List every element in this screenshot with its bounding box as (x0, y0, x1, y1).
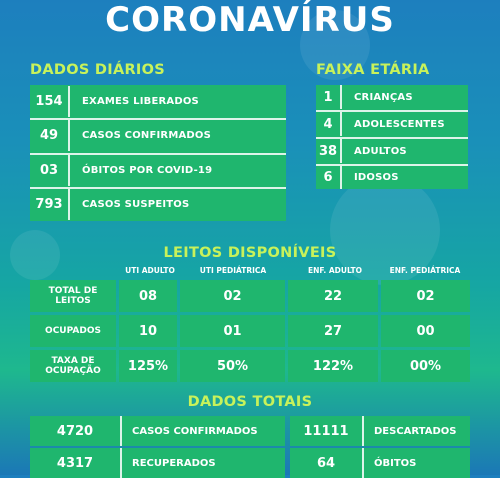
beds-row-label: OCUPADOS (30, 315, 116, 347)
daily-value: 793 (30, 189, 70, 220)
totals-row (30, 448, 285, 478)
beds-header: UTI ADULTO (125, 266, 175, 275)
beds-header: UTI PEDIÁTRICA (199, 266, 267, 275)
age-row (316, 166, 468, 189)
totals-label: RECUPERADOS (132, 457, 216, 469)
age-label: IDOSOS (354, 172, 399, 183)
beds-value: 01 (180, 315, 285, 347)
totals-row (30, 416, 285, 446)
table-row (30, 315, 470, 347)
beds-value: 50% (180, 350, 285, 382)
daily-value: 03 (30, 155, 70, 186)
beds-header: ENF. PEDIÁTRICA (389, 266, 461, 275)
beds-value: 22 (288, 280, 378, 312)
age-value: 4 (316, 112, 342, 136)
totals-label: ÓBITOS (374, 457, 417, 469)
daily-row (30, 120, 286, 151)
totals-label: CASOS CONFIRMADOS (132, 425, 258, 437)
beds-value: 02 (381, 280, 470, 312)
daily-value: 154 (30, 86, 70, 117)
daily-data-title: DADOS DIÁRIOS (30, 62, 165, 78)
age-value: 6 (316, 166, 342, 189)
page-title: CORONAVÍRUS (105, 0, 395, 40)
totals-title: DADOS TOTAIS (187, 394, 313, 410)
age-row (316, 112, 468, 136)
beds-value: 10 (119, 315, 177, 347)
totals-value: 11111 (290, 416, 364, 446)
daily-row (30, 155, 286, 186)
age-value: 38 (316, 139, 342, 163)
age-label: ADULTOS (354, 145, 407, 157)
age-value: 1 (316, 85, 342, 109)
daily-data-panel (30, 85, 286, 221)
totals-row (290, 416, 470, 446)
beds-header: ENF. ADULTO (307, 266, 363, 275)
table-row (30, 350, 470, 382)
beds-value: 125% (119, 350, 177, 382)
daily-label: CASOS CONFIRMADOS (82, 130, 212, 141)
beds-value: 02 (180, 280, 285, 312)
totals-value: 4317 (30, 448, 122, 478)
beds-value: 00% (381, 350, 470, 382)
beds-title: LEITOS DISPONÍVEIS (163, 245, 337, 261)
beds-value: 27 (288, 315, 378, 347)
daily-label: EXAMES LIBERADOS (82, 96, 199, 107)
totals-value: 64 (290, 448, 364, 478)
beds-value: 122% (288, 350, 378, 382)
daily-label: ÓBITOS POR COVID-19 (82, 165, 213, 176)
totals-label: DESCARTADOS (374, 425, 457, 437)
totals-row (290, 448, 470, 478)
age-row (316, 139, 468, 163)
beds-row-label: TAXA DE OCUPAÇÃO (30, 350, 116, 382)
totals-value: 4720 (30, 416, 122, 446)
beds-table (30, 280, 470, 380)
daily-label: CASOS SUSPEITOS (82, 199, 190, 210)
age-row (316, 85, 468, 109)
beds-value: 08 (119, 280, 177, 312)
age-label: ADOLESCENTES (354, 118, 445, 130)
age-label: CRIANÇAS (354, 91, 413, 103)
table-row (30, 280, 470, 312)
daily-value: 49 (30, 120, 70, 151)
beds-row-label: TOTAL DE LEITOS (30, 280, 116, 312)
daily-row (30, 86, 286, 117)
daily-row (30, 189, 286, 220)
beds-value: 00 (381, 315, 470, 347)
age-range-panel (316, 85, 468, 189)
age-range-title: FAIXA ETÁRIA (316, 62, 430, 78)
